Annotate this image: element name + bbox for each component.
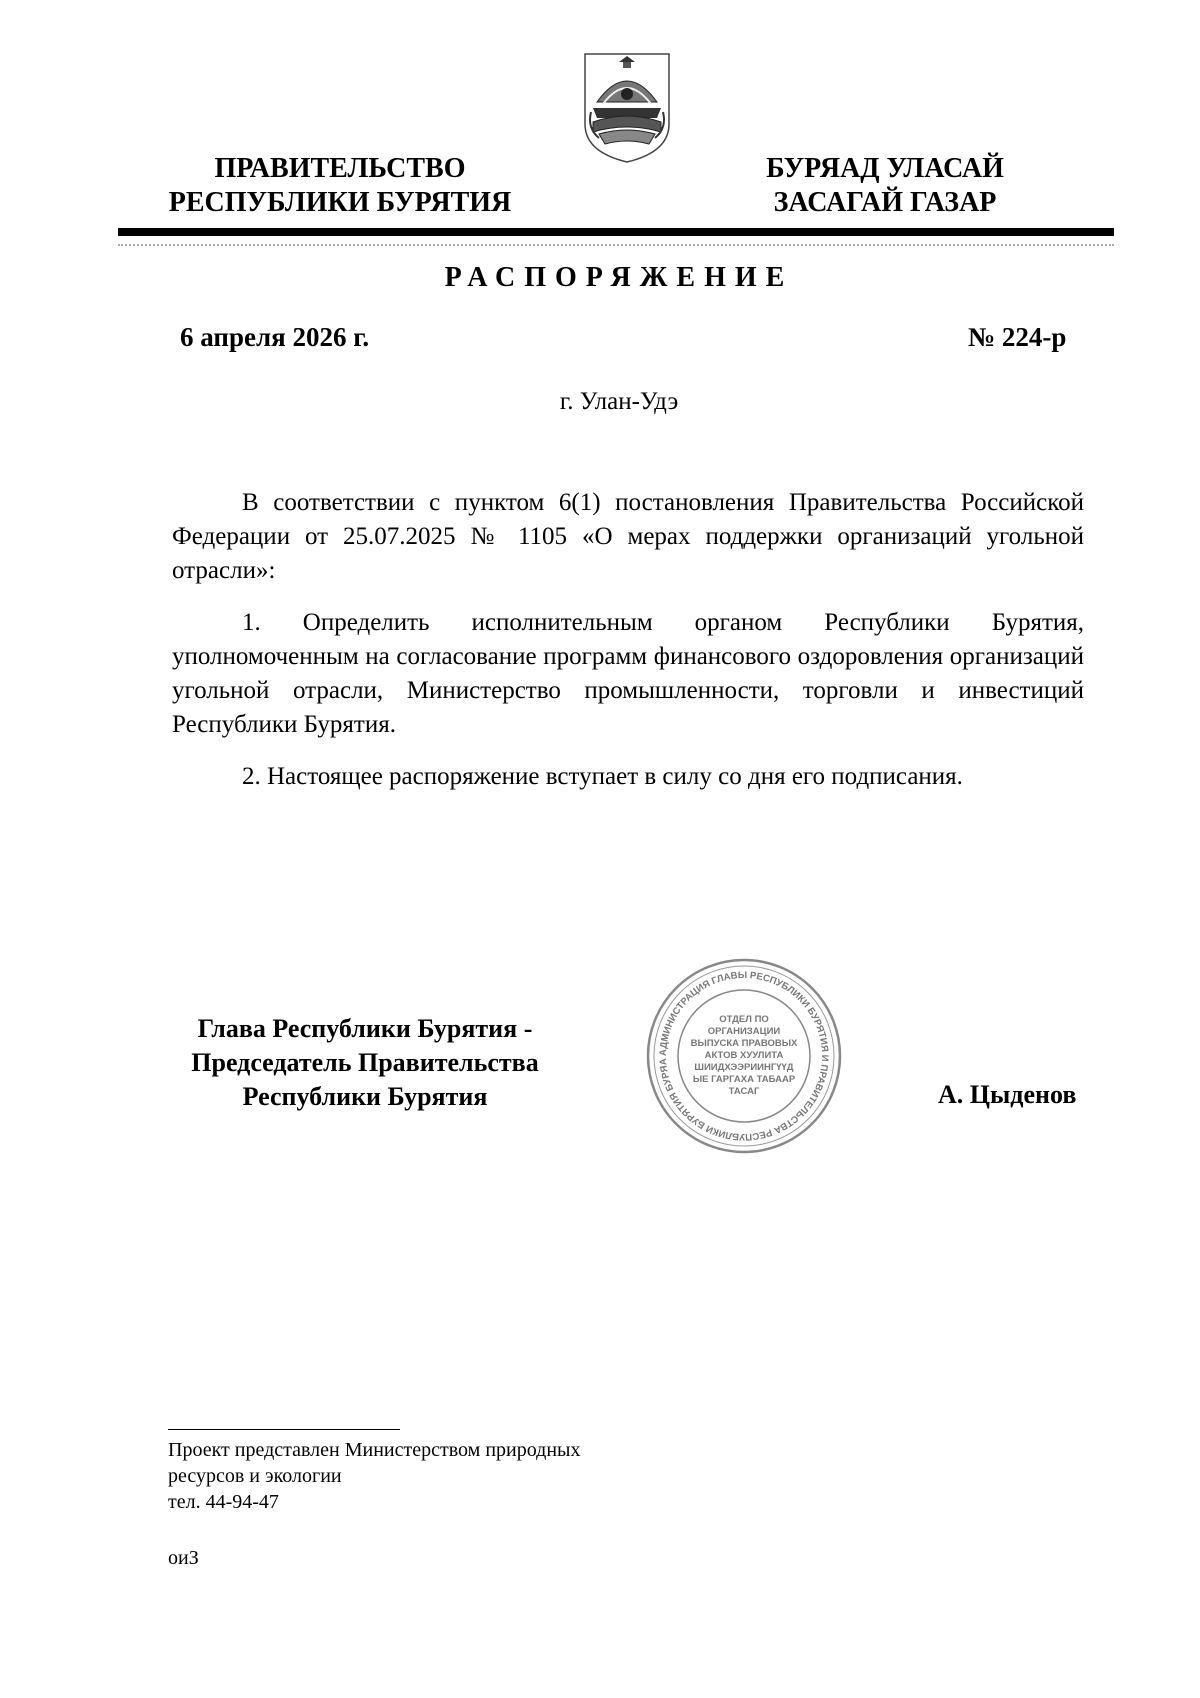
header-left-line1: ПРАВИТЕЛЬСТВО (214, 153, 466, 184)
footer-note-line1: Проект представлен Министерством природных (168, 1439, 581, 1461)
header-divider-dotted (118, 244, 1114, 246)
header-right-line2: ЗАСАГАЙ ГАЗАР (773, 187, 997, 218)
signatory-title-line3: Республики Бурятия (242, 1082, 488, 1111)
header-left-line2: РЕСПУБЛИКИ БУРЯТИЯ (168, 187, 512, 218)
document-date: 6 апреля 2026 г. (180, 322, 370, 352)
coat-of-arms-icon (583, 52, 671, 164)
document-number: № 224-р (968, 322, 1067, 352)
signatory-title-line1: Глава Республики Бурятия - (197, 1014, 533, 1043)
signatory-title-line2: Председатель Правительства (191, 1048, 539, 1077)
footer-separator (168, 1429, 400, 1430)
header-divider-thick (118, 228, 1114, 236)
document-city: г. Улан-Удэ (559, 388, 679, 415)
stamp-center-text: ОТДЕЛ ПО ОРГАНИЗАЦИИ ВЫПУСКА ПРАВОВЫХ АКТОВ ХУУЛИТА ШИИДХЭЭРИИНГҮҮДЫЕ ГАРГАХА ТАБААР ТАСАГ (690, 1014, 798, 1097)
body-paragraph-item-2: 2. Настоящее распоряжение вступает в силу со дня его подписания. (242, 763, 963, 790)
header-right-line1: БУРЯАД УЛАСАЙ (766, 153, 1004, 184)
official-stamp (644, 956, 844, 1156)
body-paragraph-preamble: В соответствии с пунктом 6(1) постановления Правительства Российской Федерации от 25.07.2025 № 1105 «О мерах поддержки организаций угольной отрасли»: (172, 489, 1084, 584)
document-type-title: РАСПОРЯЖЕНИЕ (444, 262, 794, 293)
footer-note-line2: ресурсов и экологии (168, 1465, 342, 1487)
body-paragraph-item-1: 1. Определить исполнительным органом Республики Бурятия, уполномоченным на согласование программ финансового оздоровления организаций угольной отрасли, Министерство промышленности, торговли и инвестиций Республики Бурятия. (172, 609, 1084, 738)
footer-note-line3: тел. 44-94-47 (168, 1491, 279, 1513)
document-body (172, 486, 1084, 794)
footer-code: оиЗ (168, 1547, 199, 1569)
stamp-ring-text: АДМИНИСТРАЦИЯ ГЛАВЫ РЕСПУБЛИКИ БУРЯТИЯ И ПРАВИТЕЛЬСТВА РЕСПУБЛИКИ БУРЯТИЯ БУРЯА (657, 969, 831, 1143)
header-left (150, 152, 530, 220)
signatory-name: А. Цыденов (938, 1080, 1077, 1109)
header-right (720, 152, 1050, 220)
coat-of-arms-emblem (583, 52, 671, 164)
footer-note (168, 1437, 768, 1515)
signatory-title (150, 1012, 580, 1114)
